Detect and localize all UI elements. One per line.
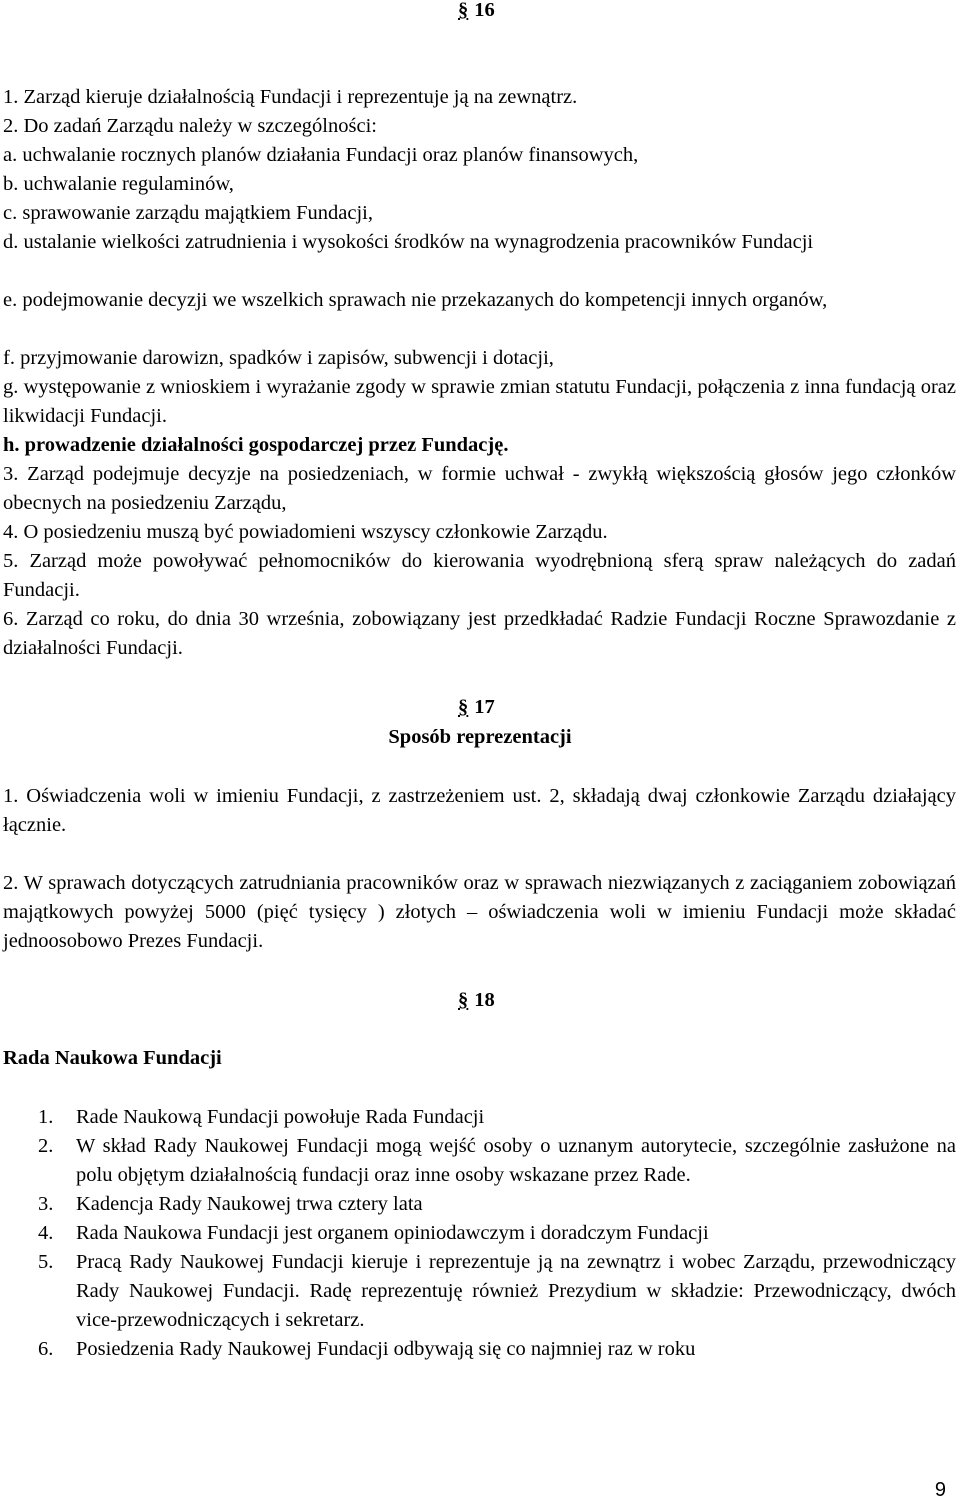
list-item [38, 1248, 956, 1335]
list-item-number: 5. [38, 1251, 54, 1273]
paragraph-16-6: 6. Zarząd co roku, do dnia 30 września, zobowiązany jest przedkładać Radzie Fundacji Roczne Sprawozdanie z działalności Fundacji. [3, 608, 956, 659]
paragraph-16-5: 5. Zarząd może powoływać pełnomocników do kierowania wyodrębnioną sferą spraw należących do zadań Fundacji. [3, 550, 956, 601]
rada-naukowa-list [38, 1103, 956, 1364]
paragraph-16-2f: f. przyjmowanie darowizn, spadków i zapisów, subwencji i dotacji, [3, 347, 554, 369]
section-17-title: Sposób reprezentacji [388, 726, 572, 748]
paragraph-16-2h: h. prowadzenie działalności gospodarczej przez Fundację. [3, 434, 509, 456]
paragraph-16-2d: d. ustalanie wielkości zatrudnienia i wysokości środków na wynagrodzenia pracowników Fundacji [3, 231, 814, 253]
paragraph-16-4: 4. O posiedzeniu muszą być powiadomieni wszyscy członkowie Zarządu. [3, 521, 608, 543]
list-item-text: Rada Naukowa Fundacji jest organem opiniodawczym i doradczym Fundacji [76, 1222, 709, 1244]
list-item-number: 4. [38, 1222, 54, 1244]
list-item-text: Posiedzenia Rady Naukowej Fundacji odbywają się co najmniej raz w roku [76, 1338, 696, 1360]
section-18-heading [458, 986, 495, 1015]
paragraph-16-2c: c. sprawowanie zarządu majątkiem Fundacji, [3, 202, 373, 224]
paragraph-16-2a: a. uchwalanie rocznych planów działania Fundacji oraz planów finansowych, [3, 144, 639, 166]
section-number: 17 [474, 696, 495, 718]
section-16-heading [458, 0, 495, 25]
list-item-number: 3. [38, 1193, 54, 1215]
list-item [38, 1132, 956, 1190]
list-item-text: Pracą Rady Naukowej Fundacji kieruje i reprezentuje ją na zewnątrz i wobec Zarządu, przewodniczący Rady Naukowej Fundacji. Radę reprezentuję również Prezydium w składzie: Przewodniczący, dwóch vice-przewodniczących i sekretarz. [76, 1251, 956, 1331]
paragraph-16-2: 2. Do zadań Zarządu należy w szczególności: [3, 115, 377, 137]
section-sign: § [458, 989, 469, 1011]
list-item [38, 1219, 956, 1248]
paragraph-16-2e: e. podejmowanie decyzji we wszelkich sprawach nie przekazanych do kompetencji innych organów, [3, 289, 828, 311]
paragraph-16-2b: b. uchwalanie regulaminów, [3, 173, 234, 195]
section-number: 16 [474, 0, 495, 21]
list-item-text: Rade Naukową Fundacji powołuje Rada Fundacji [76, 1106, 485, 1128]
section-18-title: Rada Naukowa Fundacji [3, 1047, 222, 1069]
page-number: 9 [934, 1479, 946, 1501]
paragraph-16-2g: g. występowanie z wnioskiem i wyrażanie zgody w sprawie zmian statutu Fundacji, połączenia z inna fundacją oraz likwidacji Fundacji. [3, 376, 956, 427]
paragraph-16-1: 1. Zarząd kieruje działalnością Fundacji i reprezentuje ją na zewnątrz. [3, 86, 578, 108]
list-item [38, 1103, 956, 1132]
list-item-number: 2. [38, 1135, 54, 1157]
list-item-text: W skład Rady Naukowej Fundacji mogą wejść osoby o uznanym autorytecie, szczególnie zasłużone na polu objętym działalnością fundacji oraz inne osoby wskazane przez Rade. [76, 1135, 956, 1186]
section-number: 18 [474, 989, 495, 1011]
section-sign: § [458, 0, 469, 21]
paragraph-16-3: 3. Zarząd podejmuje decyzje na posiedzeniach, w formie uchwał - zwykłą większością głosów jego członków obecnych na posiedzeniu Zarządu, [3, 463, 956, 514]
list-item [38, 1190, 956, 1219]
paragraph-17-1: 1. Oświadczenia woli w imieniu Fundacji, z zastrzeżeniem ust. 2, składają dwaj członkowie Zarządu działający łącznie. [3, 785, 956, 836]
list-item-number: 6. [38, 1338, 54, 1360]
section-sign: § [458, 696, 469, 718]
paragraph-17-2: 2. W sprawach dotyczących zatrudniania pracowników oraz w sprawach niezwiązanych z zaciąganiem zobowiązań majątkowych powyżej 5000 (pięć tysięcy ) złotych – oświadczenia woli w imieniu Fundacji może składać jednoosobowo Prezes Fundacji. [3, 872, 956, 952]
list-item-number: 1. [38, 1106, 54, 1128]
section-17-heading [458, 693, 495, 722]
list-item [38, 1335, 956, 1364]
list-item-text: Kadencja Rady Naukowej trwa cztery lata [76, 1193, 423, 1215]
